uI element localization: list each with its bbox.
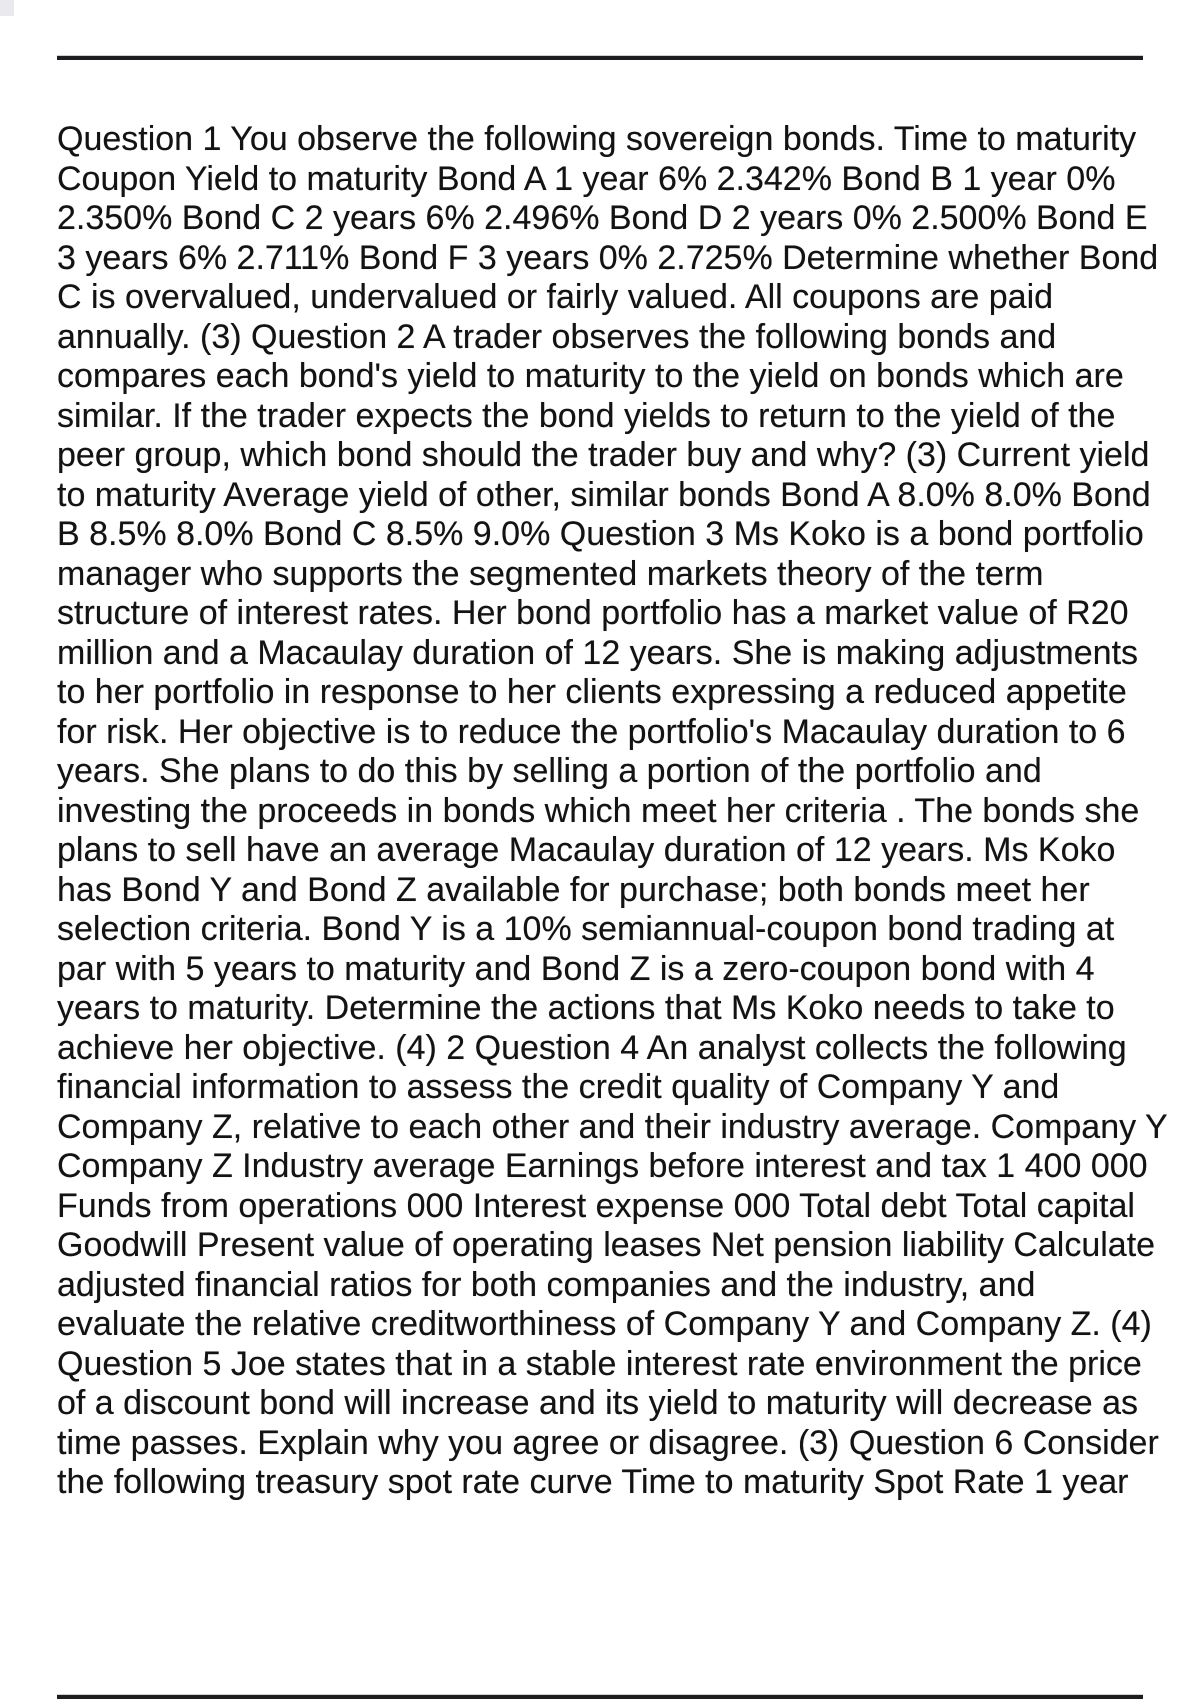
text-line: adjusted financial ratios for both companies and the industry, and xyxy=(57,1265,1036,1304)
text-line: investing the proceeds in bonds which meet her criteria . The bonds she xyxy=(57,791,1140,830)
document-text xyxy=(57,120,1167,1503)
text-line: Coupon Yield to maturity Bond A 1 year 6% 2.342% Bond B 1 year 0% xyxy=(57,159,1116,198)
text-line: has Bond Y and Bond Z available for purchase; both bonds meet her xyxy=(57,870,1090,909)
text-line: annually. (3) Question 2 A trader observes the following bonds and xyxy=(57,317,1057,356)
text-line: 2.350% Bond C 2 years 6% 2.496% Bond D 2 years 0% 2.500% Bond E xyxy=(57,199,1148,237)
text-line: Company Z Industry average Earnings before interest and tax 1 400 000 xyxy=(57,1147,1148,1185)
top-horizontal-rule xyxy=(57,56,1143,60)
scan-corner-artifact xyxy=(0,0,14,16)
text-line: structure of interest rates. Her bond portfolio has a market value of R20 xyxy=(57,594,1129,632)
text-line: Question 5 Joe states that in a stable interest rate environment the price xyxy=(57,1344,1142,1383)
text-line: C is overvalued, undervalued or fairly valued. All coupons are paid xyxy=(57,278,1054,316)
text-line: similar. If the trader expects the bond yields to return to the yield of the xyxy=(57,396,1116,435)
text-line: compares each bond's yield to maturity to the yield on bonds which are xyxy=(57,357,1124,395)
text-line: to maturity Average yield of other, similar bonds Bond A 8.0% 8.0% Bond xyxy=(57,475,1151,514)
text-line: B 8.5% 8.0% Bond C 8.5% 9.0% Question 3 Ms Koko is a bond portfolio xyxy=(57,515,1144,553)
text-line: years. She plans to do this by selling a portion of the portfolio and xyxy=(57,752,1042,790)
text-line: for risk. Her objective is to reduce the portfolio's Macaulay duration to 6 xyxy=(57,712,1126,751)
text-line: peer group, which bond should the trader buy and why? (3) Current yield xyxy=(57,436,1150,474)
text-line: financial information to assess the credit quality of Company Y and xyxy=(57,1068,1060,1106)
text-line: years to maturity. Determine the actions that Ms Koko needs to take to xyxy=(57,989,1115,1027)
text-line: Question 1 You observe the following sovereign bonds. Time to maturity xyxy=(57,120,1137,158)
text-line: Company Z, relative to each other and their industry average. Company Y xyxy=(57,1107,1168,1146)
text-line: the following treasury spot rate curve Time to maturity Spot Rate 1 year xyxy=(57,1463,1129,1501)
text-line: to her portfolio in response to her clients expressing a reduced appetite xyxy=(57,673,1127,711)
text-line: selection criteria. Bond Y is a 10% semiannual-coupon bond trading at xyxy=(57,910,1115,948)
text-line: of a discount bond will increase and its yield to maturity will decrease as xyxy=(57,1384,1138,1422)
text-line: million and a Macaulay duration of 12 years. She is making adjustments xyxy=(57,633,1139,672)
text-line: time passes. Explain why you agree or disagree. (3) Question 6 Consider xyxy=(57,1423,1159,1462)
text-line: Goodwill Present value of operating leases Net pension liability Calculate xyxy=(57,1226,1156,1264)
text-line: 3 years 6% 2.711% Bond F 3 years 0% 2.725% Determine whether Bond xyxy=(57,238,1159,277)
text-line: plans to sell have an average Macaulay duration of 12 years. Ms Koko xyxy=(57,831,1116,869)
text-line: Funds from operations 000 Interest expense 000 Total debt Total capital xyxy=(57,1186,1135,1225)
text-line: manager who supports the segmented markets theory of the term xyxy=(57,554,1044,593)
text-line: evaluate the relative creditworthiness of Company Y and Company Z. (4) xyxy=(57,1305,1152,1343)
bottom-horizontal-rule xyxy=(57,1695,1143,1699)
text-line: par with 5 years to maturity and Bond Z is a zero-coupon bond with 4 xyxy=(57,949,1095,988)
text-line: achieve her objective. (4) 2 Question 4 An analyst collects the following xyxy=(57,1028,1127,1067)
